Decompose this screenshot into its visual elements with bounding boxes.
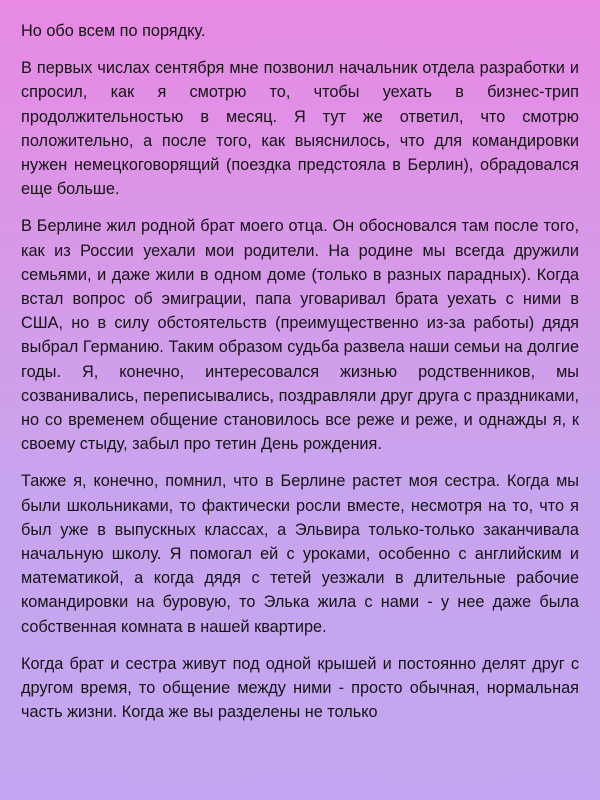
paragraph-5: Когда брат и сестра живут под одной крышей и постоянно делят друг с другом время, то общение между ними - просто обычная, нормальная часть жизни. Когда же вы разделены не только [21, 654, 579, 722]
paragraph-2: В первых числах сентября мне позвонил начальник отдела разработки и спросил, как я смотрю то, чтобы уехать в бизнес-трип продолжительностью в месяц. Я тут же ответил, что смотрю положительно, а после того, как выяснилось, что для командировки нужен немецкоговорящий (поездка предстояла в Берлин), обрадовался еще больше. [21, 59, 579, 199]
paragraph-1: Но обо всем по порядку. [21, 22, 206, 40]
paragraph-3: В Берлине жил родной брат моего отца. Он обосновался там после того, как из России уехали мои родители. На родине мы всегда дружили семьями, и даже жили в одном доме (только в разных парадных). Когда встал вопрос об эмиграции, папа уговаривал брата уехать с ними в США, но в силу обстоятельств (преимущественно из-за работы) дядя выбрал Германию. Таким образом судьба развела наши семьи на долгие годы. Я, конечно, интересовался жизнью родственников, мы созванивались, переписывались, поздравляли друг друга с праздниками, но со временем общение становилось все реже и реже, и однажды я, к своему стыду, забыл про тетин День рождения. [21, 217, 579, 454]
paragraph-4: Также я, конечно, помнил, что в Берлине растет моя сестра. Когда мы были школьниками, то фактически росли вместе, несмотря на то, что я был уже в выпускных классах, а Эльвира только-только заканчивала начальную школу. Я помогал ей с уроками, особенно с английским и математикой, а когда дядя с тетей уезжали в длительные рабочие командировки на буровую, то Элька жила с нами - у нее даже была собственная комната в нашей квартире. [21, 472, 579, 636]
